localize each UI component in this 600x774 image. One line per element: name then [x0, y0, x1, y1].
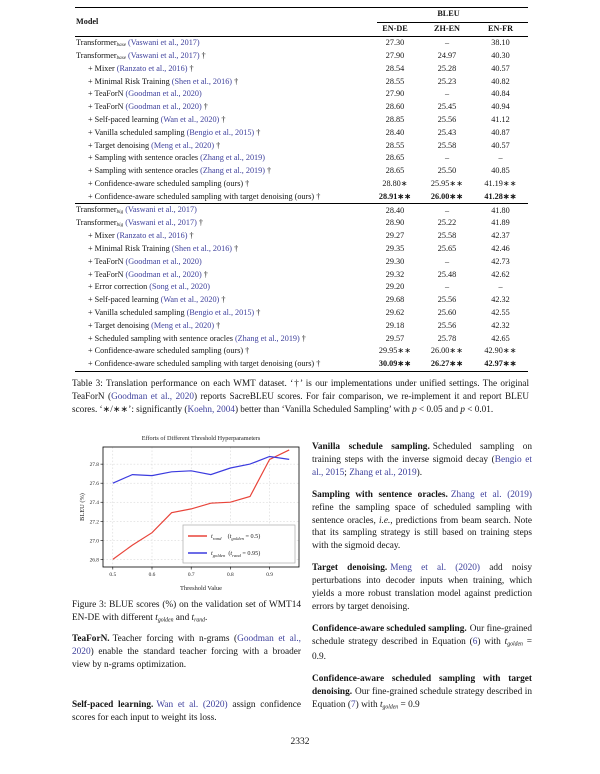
- table-row: [75, 37, 528, 50]
- text-run: Confidence-aware scheduled sampling with target denoising.: [312, 673, 532, 697]
- table-row: [75, 114, 528, 127]
- text-run: †: [214, 321, 221, 330]
- text-run: + Sampling with sentence oracles: [88, 167, 201, 176]
- score-cell: 28.90: [385, 218, 405, 228]
- score-cell: –: [498, 282, 503, 292]
- citation-link[interactable]: Goodman et al., 2020: [72, 634, 301, 657]
- model-cell: [75, 154, 369, 162]
- score-cell: 28.85: [385, 115, 405, 125]
- table-row: [75, 139, 528, 152]
- score-cell: 40.57: [491, 140, 510, 150]
- paragraph-confidence-aware-scheduled-sampling: [312, 623, 532, 664]
- table-row: [75, 230, 528, 243]
- text-run: rand: [194, 617, 206, 624]
- paragraph-teaforn: [72, 633, 301, 672]
- model-cell: [75, 167, 369, 175]
- score-cell: 27.90: [385, 89, 405, 99]
- table-row: [75, 294, 528, 307]
- text-run: + TeaForN: [88, 270, 126, 279]
- paragraph-vanilla-schedule-sampling: [312, 441, 532, 480]
- text-run: Table 3: Translation performance on each WMT dataset. ‘†’ is our implementations under unified settings. The original TeaForN (: [72, 378, 529, 402]
- text-run: = 0.9: [398, 699, 420, 710]
- score-cell: 40.84: [491, 89, 510, 99]
- score-cell: 42.32: [491, 295, 510, 305]
- table-row: [75, 243, 528, 256]
- model-cell: [75, 271, 369, 279]
- score-cell: 25.58: [437, 140, 457, 150]
- citation-link[interactable]: Koehn, 2004: [187, 404, 235, 415]
- score-cell: 26.00∗∗: [430, 346, 464, 356]
- citation-link[interactable]: (Zhang et al., 2019): [200, 167, 265, 176]
- text-run: TeaForN.: [72, 634, 110, 644]
- score-cell: 42.32: [491, 320, 510, 330]
- table-header-cmidrule: [377, 22, 528, 23]
- text-run: + Scheduled sampling with sentence oracles: [88, 334, 235, 343]
- citation-link[interactable]: (Shen et al., 2016): [171, 77, 233, 86]
- score-cell: 24.97: [437, 51, 457, 61]
- x-tick-label: 0.6: [148, 572, 156, 578]
- text-run: + Mixer: [88, 64, 117, 73]
- text-run: Target denoising.: [312, 563, 388, 574]
- score-cell: 28.54: [385, 63, 405, 73]
- score-cell: 26.27∗∗: [430, 359, 464, 369]
- text-run: , predictions from beam search. Note that its sampling strategy is still based on training steps with the sigmoid decay.: [312, 515, 532, 552]
- y-tick-label: 27.2: [89, 519, 99, 526]
- text-run: + Target denoising: [88, 141, 152, 150]
- score-cell: 25.56: [437, 115, 457, 125]
- text-run: + TeaForN: [88, 103, 126, 112]
- figure-3: [77, 431, 301, 598]
- score-cell: 28.40: [385, 205, 405, 215]
- table-row: [75, 88, 528, 101]
- x-tick-label: 0.7: [187, 572, 195, 578]
- text-run: golden: [382, 703, 399, 710]
- score-cell: 41.80: [491, 205, 510, 215]
- score-cell: 40.30: [491, 51, 510, 61]
- table-bottom-rule: [75, 371, 528, 372]
- score-cell: 40.87: [491, 127, 510, 137]
- model-cell: [75, 90, 369, 98]
- score-cell: 41.89: [491, 218, 510, 228]
- citation-link[interactable]: (Wan et al., 2020): [160, 116, 220, 125]
- right-column: [312, 441, 532, 714]
- text-run: Transformer: [76, 51, 117, 60]
- citation-link[interactable]: (Vaswani et al., 2017): [128, 51, 200, 60]
- score-cell: –: [498, 153, 503, 163]
- text-run: ;: [344, 467, 350, 478]
- text-run: †: [199, 51, 206, 60]
- model-cell: [75, 39, 369, 48]
- text-run: ) with: [355, 699, 380, 710]
- score-cell: 29.62: [385, 308, 405, 318]
- score-cell: 27.90: [385, 51, 405, 61]
- score-cell: 40.57: [491, 63, 510, 73]
- score-cell: 29.57: [385, 333, 405, 343]
- paragraph-self-paced-learning: [72, 699, 301, 725]
- text-run: Vanilla schedule sampling.: [312, 442, 430, 452]
- model-cell: [75, 52, 369, 61]
- text-run: refine the sampling space of scheduled sampling with sentence oracles,: [312, 502, 532, 526]
- text-run: †: [232, 77, 239, 86]
- text-run: .: [205, 612, 208, 623]
- model-cell: [75, 335, 369, 343]
- text-run: add noisy perturbations into decoder inputs when training, which yields a more robust translation model against prediction errors by target denoising.: [312, 563, 532, 612]
- model-cell: [75, 206, 369, 215]
- text-run: + TeaForN: [88, 257, 126, 266]
- legend-entry: $t_{rand}$ $(t_{golden} = 0.5)$: [211, 533, 261, 541]
- table-caption: [72, 377, 529, 417]
- text-run: †: [219, 296, 226, 305]
- table-row: [75, 178, 528, 191]
- text-run: + Confidence-aware scheduled sampling (ours) †: [88, 347, 250, 356]
- text-run: + Self-paced learning: [88, 116, 161, 125]
- table-row: [75, 358, 528, 371]
- score-cell: 25.48: [437, 269, 457, 279]
- table-header-bleu: BLEU: [437, 9, 460, 18]
- score-cell: 42.90∗∗: [484, 346, 517, 356]
- text-run: + Target denoising: [88, 321, 152, 330]
- table-header-model: Model: [76, 16, 99, 26]
- score-cell: 30.09∗∗: [378, 359, 412, 369]
- table-row: [75, 204, 528, 217]
- text-run: †: [187, 64, 194, 73]
- text-run: and: [173, 612, 192, 623]
- score-cell: –: [444, 282, 450, 292]
- y-tick-label: 27.0: [89, 538, 99, 545]
- model-cell: [75, 129, 369, 137]
- citation-link[interactable]: Wan et al. (2020): [156, 700, 228, 710]
- text-run: ).: [416, 467, 423, 478]
- score-cell: 25.43: [437, 127, 457, 137]
- table-header-en-de: EN-DE: [382, 24, 408, 34]
- score-cell: 40.82: [491, 76, 510, 86]
- y-tick-label: 27.6: [89, 481, 99, 488]
- text-run: base: [116, 54, 126, 61]
- score-cell: 25.65: [437, 244, 457, 254]
- text-run: p: [412, 404, 417, 415]
- score-cell: 41.19∗∗: [484, 179, 517, 189]
- table-header-zh-en: ZH-EN: [434, 24, 460, 34]
- text-run: + Mixer: [88, 232, 117, 241]
- citation-link[interactable]: (Goodman et al., 2020): [125, 257, 202, 266]
- table-row: [75, 307, 528, 320]
- text-run: big: [116, 209, 124, 216]
- text-run: base: [116, 41, 126, 48]
- text-run: ) with: [477, 636, 505, 647]
- table-row: [75, 332, 528, 345]
- text-run: + Minimal Risk Training: [88, 77, 172, 86]
- score-cell: 28.55: [385, 140, 405, 150]
- score-cell: –: [444, 89, 450, 99]
- citation-link[interactable]: (Song et al., 2020): [149, 283, 210, 292]
- text-run: + Error correction: [88, 283, 150, 292]
- series-line: [113, 457, 289, 484]
- score-cell: 40.85: [491, 166, 510, 176]
- citation-link[interactable]: (Zhang et al., 2019): [200, 154, 265, 163]
- text-run: + Confidence-aware scheduled sampling (ours) †: [88, 180, 250, 189]
- score-cell: 42.97∗∗: [484, 359, 517, 369]
- score-cell: 42.62: [491, 269, 510, 279]
- score-cell: 41.12: [491, 115, 510, 125]
- score-cell: 25.23: [437, 76, 457, 86]
- text-run: golden: [157, 617, 174, 624]
- score-cell: 41.28∗∗: [484, 191, 517, 201]
- table-row: [75, 281, 528, 294]
- text-run: †: [214, 141, 221, 150]
- score-cell: 25.28: [437, 63, 457, 73]
- citation-link[interactable]: (Vaswani et al., 2017): [125, 218, 197, 227]
- text-run: Transformer: [76, 38, 117, 47]
- score-cell: 27.30: [385, 38, 405, 48]
- score-cell: 26.00∗∗: [430, 191, 464, 201]
- model-cell: [75, 347, 369, 355]
- text-run: †: [201, 270, 208, 279]
- score-cell: 25.95∗∗: [430, 179, 464, 189]
- text-run: †: [254, 309, 261, 318]
- score-cell: 29.68: [385, 295, 405, 305]
- y-axis-label: BLEU (%): [79, 493, 86, 521]
- text-run: + Minimal Risk Training: [88, 245, 172, 254]
- text-run: + Confidence-aware scheduled sampling with target denoising (ours) †: [88, 192, 321, 201]
- score-cell: 25.45: [437, 102, 457, 112]
- text-run: i.e.: [378, 515, 391, 526]
- text-run: ) enable the standard teacher forcing with a broader view by n-grams optimization.: [72, 646, 301, 670]
- table-row: [75, 50, 528, 63]
- text-run: = 0.9.: [312, 636, 532, 662]
- model-cell: [75, 65, 369, 73]
- model-cell: [75, 219, 369, 228]
- citation-link[interactable]: (Meng et al., 2020): [151, 321, 215, 330]
- score-cell: –: [444, 153, 450, 163]
- paragraph-sampling-with-sentence-oracles: [312, 489, 532, 554]
- x-tick-label: 0.8: [227, 572, 234, 578]
- score-cell: 42.65: [491, 333, 510, 343]
- text-run: †: [232, 245, 239, 254]
- citation-link[interactable]: Zhang et al., 2019: [349, 467, 417, 478]
- text-run: < 0.01.: [465, 404, 494, 415]
- citation-link[interactable]: (Vaswani et al., 2017): [125, 206, 197, 215]
- score-cell: –: [444, 256, 450, 266]
- score-cell: 28.80∗: [382, 179, 408, 189]
- model-cell: [75, 283, 369, 291]
- score-cell: 28.55: [385, 76, 405, 86]
- y-tick-label: 27.4: [89, 500, 99, 507]
- text-run: Sampling with sentence oracles.: [312, 489, 448, 500]
- model-cell: [75, 180, 369, 188]
- citation-link[interactable]: (Ranzato et al., 2016): [116, 232, 188, 241]
- citation-link[interactable]: (Goodman et al., 2020): [125, 270, 202, 279]
- model-cell: [75, 258, 369, 266]
- model-cell: [75, 245, 369, 253]
- score-cell: 29.27: [385, 231, 405, 241]
- text-run: t: [504, 636, 508, 647]
- score-cell: 29.20: [385, 282, 405, 292]
- score-cell: –: [444, 205, 450, 215]
- text-run: †: [219, 116, 226, 125]
- citation-link[interactable]: (Goodman et al., 2020): [125, 90, 202, 99]
- y-tick-label: 27.8: [89, 462, 99, 469]
- table-row: [75, 268, 528, 281]
- table-row: [75, 191, 528, 204]
- text-run: golden: [507, 641, 523, 648]
- score-cell: 25.78: [437, 333, 457, 343]
- text-run: †: [264, 167, 272, 176]
- table-row: [75, 63, 528, 76]
- score-cell: 42.46: [491, 244, 510, 254]
- x-axis-label: Threshold Value: [180, 585, 222, 592]
- model-cell: [75, 193, 369, 201]
- text-run: Figure 3: BLUE scores (%) on the validation set of WMT14 EN-DE with different: [72, 600, 301, 623]
- model-cell: [75, 360, 369, 368]
- citation-link[interactable]: (Meng et al., 2020): [151, 141, 215, 150]
- score-cell: 25.56: [437, 295, 457, 305]
- text-run: ) better than ‘Vanilla Scheduled Sampling’ with: [234, 404, 413, 415]
- score-cell: 29.35: [385, 244, 405, 254]
- model-cell: [75, 78, 369, 86]
- model-cell: [75, 322, 369, 330]
- score-cell: 42.73: [491, 256, 510, 266]
- citation-link[interactable]: (Goodman et al., 2020): [125, 103, 202, 112]
- model-cell: [75, 103, 369, 111]
- x-tick-label: 0.5: [109, 572, 117, 578]
- score-cell: 29.32: [385, 269, 405, 279]
- citation-link[interactable]: Goodman et al., 2020: [111, 391, 194, 402]
- text-run: big: [116, 222, 124, 229]
- score-cell: 42.55: [491, 308, 510, 318]
- text-run: + Vanilla scheduled sampling: [88, 309, 187, 318]
- paragraph-target-denoising: [312, 562, 532, 614]
- model-cell: [75, 296, 369, 304]
- score-cell: 25.22: [437, 218, 457, 228]
- text-run: ) reports SacreBLEU scores. For fair comparison, we re-implement it and report BLEU scores. ‘∗/∗∗’: significantly (: [72, 391, 530, 415]
- text-run: + Self-paced learning: [88, 296, 161, 305]
- text-run: Transformer: [76, 206, 117, 215]
- text-run: †: [187, 232, 194, 241]
- table-row: [75, 152, 528, 165]
- text-run: t: [191, 612, 195, 623]
- score-cell: 29.30: [385, 256, 405, 266]
- citation-link[interactable]: (Zhang et al., 2019): [234, 334, 300, 343]
- text-run: Confidence-aware scheduled sampling.: [312, 623, 467, 634]
- score-cell: 25.58: [437, 231, 457, 241]
- y-tick-label: 26.8: [89, 557, 99, 564]
- score-cell: 25.50: [437, 166, 457, 176]
- table-header-en-fr: EN-FR: [487, 24, 513, 34]
- score-cell: –: [444, 38, 450, 48]
- text-run: p: [460, 404, 465, 415]
- figure-title: Efforts of Different Threshold Hyperparameters: [141, 435, 261, 442]
- x-tick-label: 0.9: [266, 572, 273, 578]
- text-run: Our fine-grained schedule strategy described in Equation (: [312, 623, 532, 647]
- paragraph-confidence-aware-with-target-denoising: [312, 673, 532, 714]
- text-run: †: [299, 334, 306, 343]
- score-cell: 29.95∗∗: [378, 346, 412, 356]
- text-run: + Confidence-aware scheduled sampling with target denoising (ours) †: [88, 360, 321, 369]
- text-run: †: [254, 128, 261, 137]
- table-row: [75, 165, 528, 178]
- text-run: †: [196, 218, 203, 227]
- score-cell: 28.65: [385, 153, 405, 163]
- legend-entry: $t_{golden}$ $(t_{rand} = 0.95)$: [211, 550, 261, 558]
- figure-3-chart: [77, 431, 301, 593]
- table-row: [75, 127, 528, 140]
- table-row: [75, 217, 528, 230]
- citation-link[interactable]: (Ranzato et al., 2016): [116, 64, 188, 73]
- text-run: t: [379, 699, 383, 710]
- citation-link[interactable]: (Bengio et al., 2015): [186, 128, 255, 137]
- citation-link[interactable]: 7: [351, 699, 356, 710]
- text-run: + TeaForN: [88, 90, 126, 99]
- score-cell: 42.37: [491, 231, 510, 241]
- figure-caption: [72, 599, 301, 627]
- text-run: < 0.05 and: [416, 404, 461, 415]
- text-run: + Sampling with sentence oracles: [88, 154, 201, 163]
- score-cell: 40.94: [491, 102, 510, 112]
- table-header: [75, 8, 528, 36]
- citation-link[interactable]: 6: [472, 636, 478, 647]
- table-row: [75, 345, 528, 358]
- text-run: assign confidence scores for each input to weight its loss.: [72, 700, 302, 723]
- text-run: Transformer: [76, 218, 117, 227]
- model-cell: [75, 232, 369, 240]
- text-run: Scheduled sampling on training steps with the inverse sigmoid decay (: [312, 442, 533, 465]
- citation-link[interactable]: (Vaswani et al., 2017): [128, 38, 200, 47]
- text-run: Our fine-grained schedule strategy described in Equation (: [312, 686, 532, 710]
- table-row: [75, 75, 528, 88]
- table-body: [75, 37, 528, 371]
- citation-link[interactable]: (Wan et al., 2020): [160, 296, 220, 305]
- table-row: [75, 320, 528, 333]
- table-row: [75, 101, 528, 114]
- citation-link[interactable]: (Bengio et al., 2015): [186, 309, 255, 318]
- citation-link[interactable]: Zhang et al. (2019): [450, 489, 532, 500]
- text-run: Self-paced learning.: [72, 700, 154, 710]
- citation-link[interactable]: Bengio et al., 2015: [312, 454, 532, 478]
- page-number: 2332: [290, 737, 310, 747]
- score-cell: 28.40: [385, 127, 405, 137]
- model-cell: [75, 142, 369, 150]
- score-cell: 28.60: [385, 102, 405, 112]
- text-run: + Vanilla scheduled sampling: [88, 128, 187, 137]
- table-row: [75, 256, 528, 269]
- score-cell: 29.18: [385, 320, 405, 330]
- model-cell: [75, 309, 369, 317]
- text-run: t: [155, 612, 158, 623]
- results-table: [75, 7, 528, 372]
- score-cell: 38.10: [491, 38, 510, 48]
- score-cell: 28.65: [385, 166, 405, 176]
- citation-link[interactable]: Meng et al. (2020): [390, 563, 481, 574]
- citation-link[interactable]: (Shen et al., 2016): [171, 245, 233, 254]
- text-run: Teacher forcing with n-grams (: [112, 634, 238, 644]
- score-cell: 25.60: [437, 308, 457, 318]
- score-cell: 25.56: [437, 320, 457, 330]
- score-cell: 28.91∗∗: [378, 191, 412, 201]
- model-cell: [75, 116, 369, 124]
- text-run: †: [201, 103, 208, 112]
